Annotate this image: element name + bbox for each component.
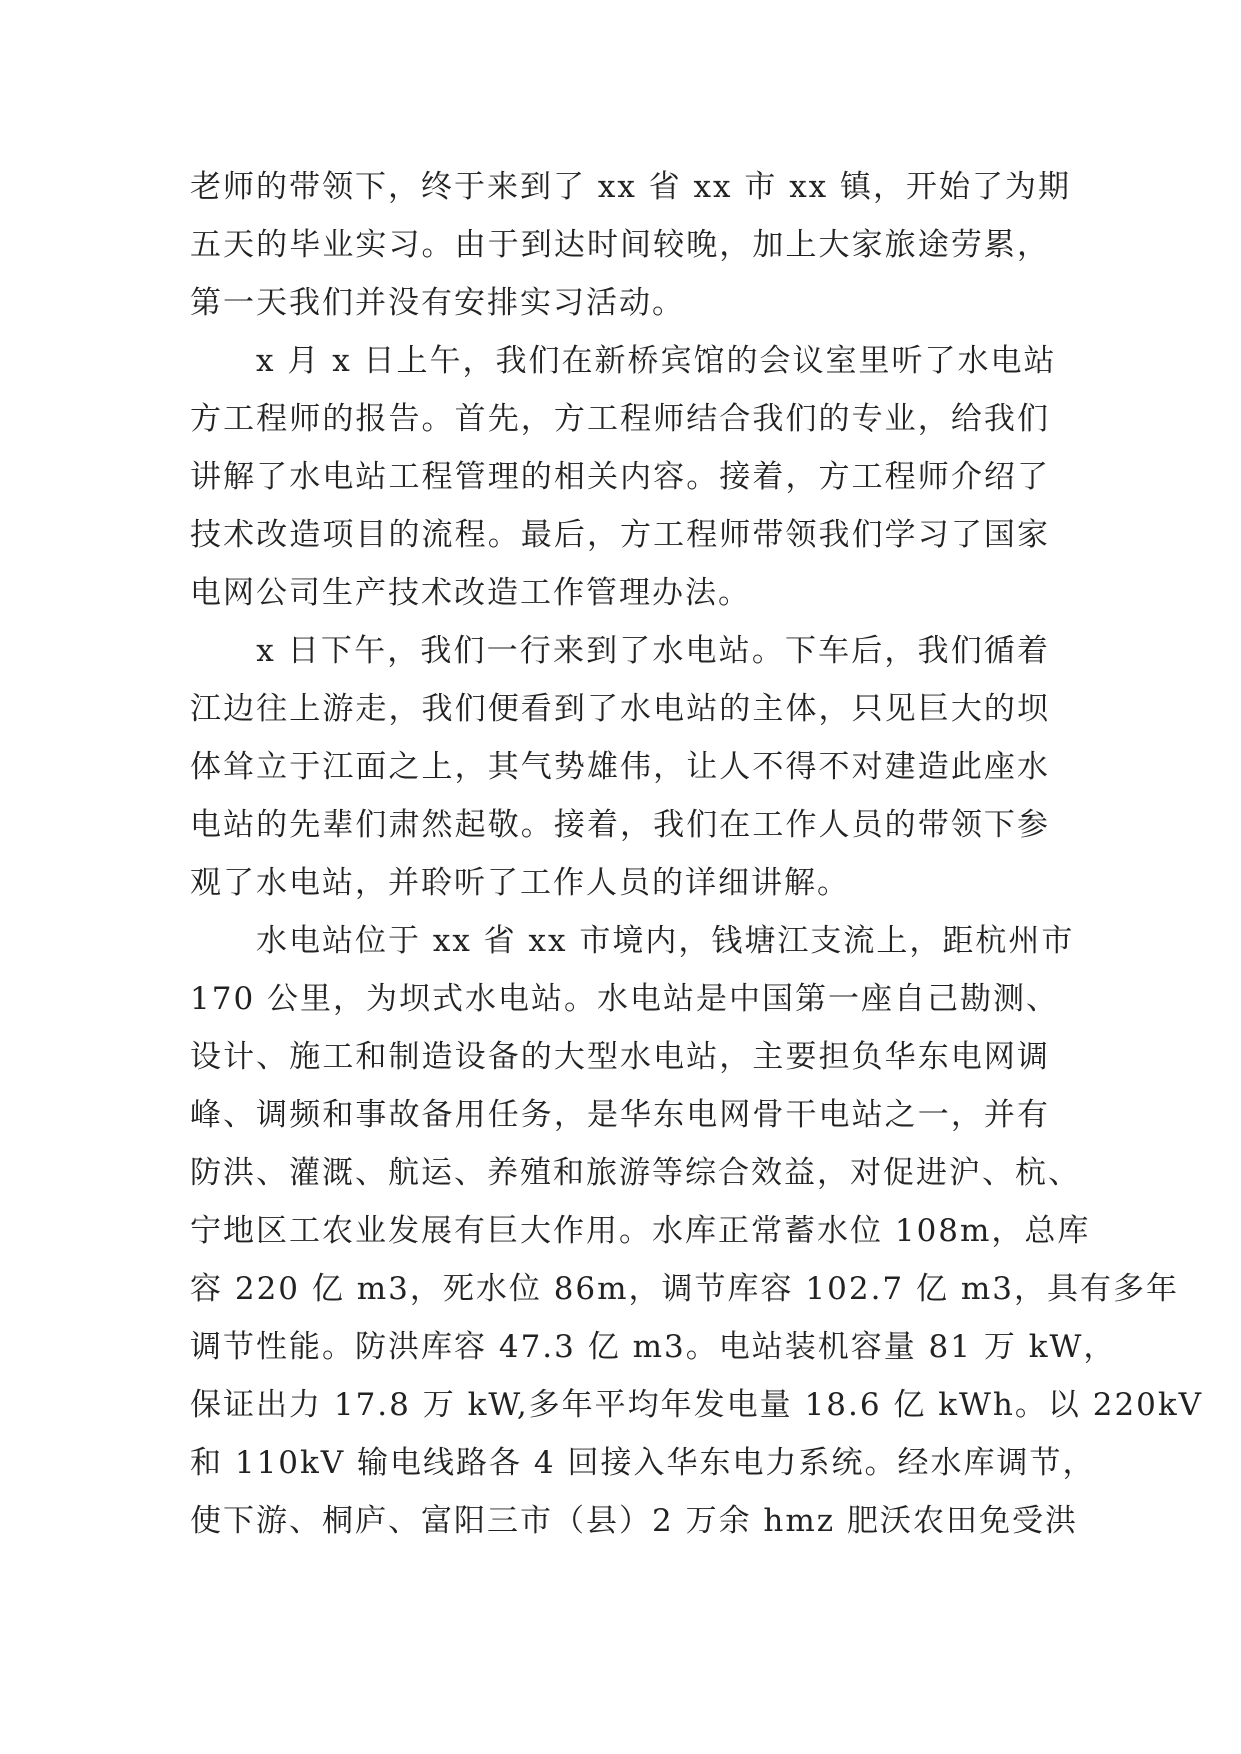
text-line: 江边往上游走，我们便看到了水电站的主体，只见巨大的坝 <box>190 691 1050 727</box>
text-line: 老师的带领下，终于来到了 xx 省 xx 市 xx 镇，开始了为期 <box>190 169 1072 205</box>
body-text <box>190 158 1204 1550</box>
text-line: 容 220 亿 m3，死水位 86m，调节库容 102.7 亿 m3，具有多年 <box>190 1271 1179 1307</box>
text-line: 五天的毕业实习。由于到达时间较晚，加上大家旅途劳累， <box>190 227 1050 263</box>
text-line: 第一天我们并没有安排实习活动。 <box>190 285 685 321</box>
text-line: 和 110kV 输电线路各 4 回接入华东电力系统。经水库调节， <box>190 1445 1096 1481</box>
text-line: 技术改造项目的流程。最后，方工程师带领我们学习了国家 <box>190 517 1050 553</box>
text-line: 观了水电站，并聆听了工作人员的详细讲解。 <box>190 865 850 901</box>
text-line: 体耸立于江面之上，其气势雄伟，让人不得不对建造此座水 <box>190 749 1050 785</box>
text-line: x 月 x 日上午，我们在新桥宾馆的会议室里听了水电站 <box>190 343 1057 379</box>
text-line: 调节性能。防洪库容 47.3 亿 m3。电站装机容量 81 万 kW， <box>190 1329 1117 1365</box>
text-line: 水电站位于 xx 省 xx 市境内，钱塘江支流上，距杭州市 <box>190 923 1075 959</box>
text-line: 保证出力 17.8 万 kW,多年平均年发电量 18.6 亿 kWh。以 220kV <box>190 1387 1204 1423</box>
text-line: 峰、调频和事故备用任务，是华东电网骨干电站之一，并有 <box>190 1097 1050 1133</box>
text-line: 电站的先辈们肃然起敬。接着，我们在工作人员的带领下参 <box>190 807 1050 843</box>
text-line: 设计、施工和制造设备的大型水电站，主要担负华东电网调 <box>190 1039 1050 1075</box>
text-line: x 日下午，我们一行来到了水电站。下车后，我们循着 <box>190 633 1050 669</box>
text-line: 170 公里，为坝式水电站。水电站是中国第一座自己勘测、 <box>190 981 1060 1017</box>
text-line: 使下游、桐庐、富阳三市（县）2 万余 hmz 肥沃农田免受洪 <box>190 1503 1078 1539</box>
text-line: 讲解了水电站工程管理的相关内容。接着，方工程师介绍了 <box>190 459 1050 495</box>
text-line: 宁地区工农业发展有巨大作用。水库正常蓄水位 108m，总库 <box>190 1213 1091 1249</box>
text-line: 方工程师的报告。首先，方工程师结合我们的专业，给我们 <box>190 401 1050 437</box>
text-line: 电网公司生产技术改造工作管理办法。 <box>190 575 751 611</box>
text-line: 防洪、灌溉、航运、养殖和旅游等综合效益，对促进沪、杭、 <box>190 1155 1081 1191</box>
